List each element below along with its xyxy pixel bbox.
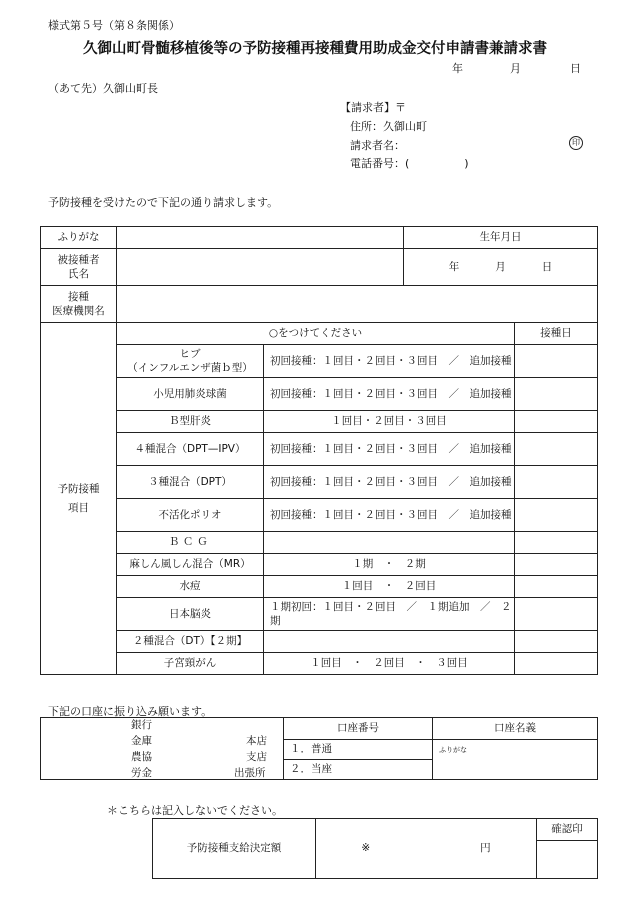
vaccine-name: ヒブ <box>179 347 201 360</box>
date-month: 月 <box>510 62 521 75</box>
dob-day: 日 <box>541 260 553 273</box>
patient-name-field[interactable] <box>117 249 404 286</box>
patient-name-label-line1: 被接種者 <box>57 253 100 266</box>
document-title: 久御山町骨髄移植後等の予防接種再接種費用助成金交付申請書兼請求書 <box>83 41 547 57</box>
vaccine-options[interactable]: 初回接種：１回目・２回目・３回目 ／ 追加接種 <box>264 378 515 411</box>
bank-institution-field[interactable] <box>41 718 284 780</box>
confirmation-seal-field <box>537 841 598 879</box>
account-number-header: 口座番号 <box>284 718 433 740</box>
vaccine-options[interactable] <box>264 631 515 653</box>
vaccine-options[interactable]: 初回接種：１回目・２回目・３回目 ／ 追加接種 <box>264 499 515 532</box>
vaccine-options[interactable]: １回目 ・ ２回目 ・ ３回目 <box>264 653 515 675</box>
account-type-current[interactable]: ２．当座 <box>284 760 433 780</box>
vaccination-date-field[interactable] <box>515 411 598 433</box>
vaccine-name: ３種混合（DPT） <box>117 466 264 499</box>
vaccine-name: 日本脳炎 <box>117 598 264 631</box>
vaccine-options[interactable]: 初回接種：１回目・２回目・３回目 ／ 追加接種 <box>264 466 515 499</box>
phone-label: 電話番号：( ) <box>350 157 469 170</box>
vaccination-date-field[interactable] <box>515 631 598 653</box>
vaccine-name-sub: （インフルエンザ菌ｂ型） <box>127 362 253 374</box>
clinic-label <box>41 286 117 323</box>
patient-name-label-line2: 氏名 <box>68 268 89 280</box>
date-day: 日 <box>570 62 581 75</box>
branch-office: 出張所 <box>234 767 266 779</box>
vaccine-options[interactable]: １期 ・ ２期 <box>264 554 515 576</box>
vaccine-name: ＢＣＧ <box>117 532 264 554</box>
furigana-field[interactable] <box>117 227 404 249</box>
vaccine-name: 子宮頸がん <box>117 653 264 675</box>
vaccine-name: Ｂ型肝炎 <box>117 411 264 433</box>
vaccine-name: ２種混合（DT）【２期】 <box>117 631 264 653</box>
vaccination-date-field[interactable] <box>515 598 598 631</box>
vaccine-name: 麻しん風しん混合（MR） <box>117 554 264 576</box>
seal-mark: 印 <box>569 136 583 150</box>
vaccine-options[interactable]: １回目 ・ ２回目 <box>264 576 515 598</box>
furigana-label: ふりがな <box>41 227 117 249</box>
vaccine-options[interactable]: 初回接種：１回目・２回目・３回目 ／ 追加接種 <box>264 433 515 466</box>
recipient: （あて先）久御山町長 <box>48 82 158 95</box>
decision-amount-yen: 円 <box>480 842 491 855</box>
requester-heading: 【請求者】〒 <box>340 101 406 114</box>
vaccination-date-field[interactable] <box>515 466 598 499</box>
patient-name-label <box>41 249 117 286</box>
clinic-field[interactable] <box>117 286 598 323</box>
address-label: 住所：久御山町 <box>350 120 427 133</box>
vaccine-name: 不活化ポリオ <box>117 499 264 532</box>
decision-amount-label: 予防接種支給決定額 <box>153 819 316 879</box>
dob-year: 年 <box>448 260 460 273</box>
dob-month: 月 <box>495 260 506 273</box>
bank-instruction: 下記の口座に振り込み願います。 <box>48 705 213 718</box>
vaccine-options[interactable]: １回目・２回目・３回目 <box>264 411 515 433</box>
office-use-table <box>152 818 598 879</box>
vaccination-date-field[interactable] <box>515 433 598 466</box>
vaccine-options[interactable]: 初回接種：１回目・２回目・３回目 ／ 追加接種 <box>264 345 515 378</box>
vaccine-name: 小児用肺炎球菌 <box>117 378 264 411</box>
vaccine-name-hib <box>117 345 264 378</box>
dob-field[interactable] <box>404 249 598 286</box>
branch-branch: 支店 <box>246 751 267 763</box>
bank-account-table <box>40 717 598 780</box>
bank-type-rokin: 労金 <box>131 767 152 779</box>
bank-type-nokyo: 農協 <box>131 751 152 763</box>
date-year: 年 <box>452 62 463 75</box>
vaccine-options[interactable] <box>264 532 515 554</box>
circle-instruction-header: ○をつけてください <box>117 323 515 345</box>
vaccine-name: ４種混合（DPT—IPV） <box>117 433 264 466</box>
vaccination-date-header: 接種日 <box>515 323 598 345</box>
vaccination-date-field[interactable] <box>515 345 598 378</box>
bank-type-bank: 銀行 <box>131 719 152 731</box>
vaccine-options[interactable]: １期初回：１回目・２回目 ／ １期追加 ／ ２期 <box>264 598 515 631</box>
vaccination-date-field[interactable] <box>515 554 598 576</box>
vaccine-section-label <box>41 323 117 675</box>
vaccination-date-field[interactable] <box>515 653 598 675</box>
clinic-label-line1: 接種 <box>68 290 89 303</box>
office-use-note: ＊こちらは記入しないでください。 <box>107 804 283 817</box>
requester-name-label: 請求者名： <box>350 139 405 152</box>
vaccination-date-field[interactable] <box>515 576 598 598</box>
bank-type-kinko: 金庫 <box>131 735 152 747</box>
clinic-label-line2: 医療機関名 <box>52 305 105 317</box>
account-name-header: 口座名義 <box>433 718 598 740</box>
vaccination-date-field[interactable] <box>515 499 598 532</box>
vaccination-date-field[interactable] <box>515 532 598 554</box>
vaccination-date-field[interactable] <box>515 378 598 411</box>
vaccine-section-label-line2: 項目 <box>68 501 89 514</box>
branch-main: 本店 <box>246 735 267 747</box>
account-holder-furigana[interactable]: ふりがな <box>433 740 598 780</box>
decision-amount-mark: ※ <box>361 842 371 855</box>
vaccine-name: 水痘 <box>117 576 264 598</box>
account-type-regular[interactable]: １．普通 <box>284 740 433 760</box>
form-number: 様式第５号（第８条関係） <box>48 19 180 32</box>
request-statement: 予防接種を受けたので下記の通り請求します。 <box>48 196 279 209</box>
application-table <box>40 226 598 675</box>
vaccine-section-label-line1: 予防接種 <box>57 483 100 496</box>
confirmation-seal-label: 確認印 <box>537 819 598 841</box>
decision-amount-field <box>316 819 537 879</box>
dob-label: 生年月日 <box>404 227 598 249</box>
